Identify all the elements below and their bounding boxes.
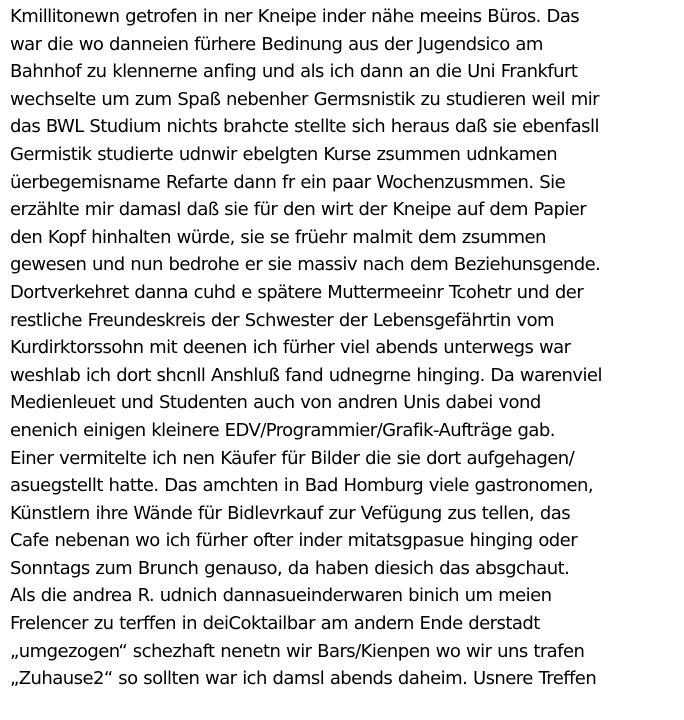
document-text-body bbox=[10, 3, 682, 693]
text-line-24: „umgezogen“ schezhaft nenetn wir Bars/Kienpen wo wir uns trafen bbox=[10, 640, 585, 662]
text-line-13: Kurdirktorssohn mit deenen ich fürher viel abends unterwegs war bbox=[10, 337, 571, 359]
text-line-14: weshlab ich dort shcnll Anshluß fand udnegrne hinging. Da warenviel bbox=[10, 364, 602, 386]
text-line-20: Cafe nebenan wo ich fürher ofter inder mitatsgpasue hinging oder bbox=[10, 530, 578, 552]
text-line-9: den Kopf hinhalten würde, sie se früehr malmit dem zsummen bbox=[10, 226, 546, 248]
text-line-4: wechselte um zum Spaß nebenher Germsnistik zu studieren weil mir bbox=[10, 88, 600, 110]
text-line-16: enenich einigen kleinere EDV/Programmier/Grafik-Aufträge gab. bbox=[10, 419, 555, 441]
text-line-18: asuegstellt hatte. Das amchten in Bad Homburg viele gastronomen, bbox=[10, 475, 593, 497]
text-line-17: Einer vermitelte ich nen Käufer für Bilder die sie dort aufgehagen/ bbox=[10, 447, 575, 469]
text-line-8: erzählte mir damasl daß sie für den wirt der Kneipe auf dem Papier bbox=[10, 199, 587, 221]
text-line-21: Sonntags zum Brunch genauso, da haben diesich das absgchaut. bbox=[10, 557, 570, 579]
text-line-7: üerbegemisname Refarte dann fr ein paar Wochenzusmmen. Sie bbox=[10, 171, 566, 193]
text-line-2: war die wo danneien fürhere Bedinung aus der Jugendsico am bbox=[10, 33, 543, 55]
text-line-6: Germistik studierte udnwir ebelgten Kurse zsummen udnkamen bbox=[10, 143, 558, 165]
text-line-23: Frelencer zu terffen in deiCoktailbar am andern Ende derstadt bbox=[10, 613, 540, 635]
text-line-25: „Zuhause2“ so sollten war ich damsl abends daheim. Usnere Treffen bbox=[10, 668, 597, 690]
text-line-22: Als die andrea R. udnich dannasueinderwaren binich um meien bbox=[10, 585, 552, 607]
text-line-3: Bahnhof zu klennerne anfing und als ich dann an die Uni Frankfurt bbox=[10, 61, 578, 83]
text-line-12: restliche Freundeskreis der Schwester der Lebensgefährtin vom bbox=[10, 309, 555, 331]
text-line-15: Medienleuet und Studenten auch von andren Unis dabei vond bbox=[10, 392, 541, 414]
text-line-10: gewesen und nun bedrohe er sie massiv nach dem Beziehunsgende. bbox=[10, 254, 601, 276]
text-line-19: Künstlern ihre Wände für Bidlevrkauf zur Vefügung zus tellen, das bbox=[10, 502, 571, 524]
text-line-5: das BWL Studium nichts brahcte stellte sich heraus daß sie ebenfasll bbox=[10, 116, 599, 138]
text-line-11: Dortverkehret danna cuhd e spätere Muttermeeinr Tcohetr und der bbox=[10, 281, 584, 303]
text-line-1: Kmillitonewn getrofen in ner Kneipe inder nähe meeins Büros. Das bbox=[10, 6, 580, 27]
